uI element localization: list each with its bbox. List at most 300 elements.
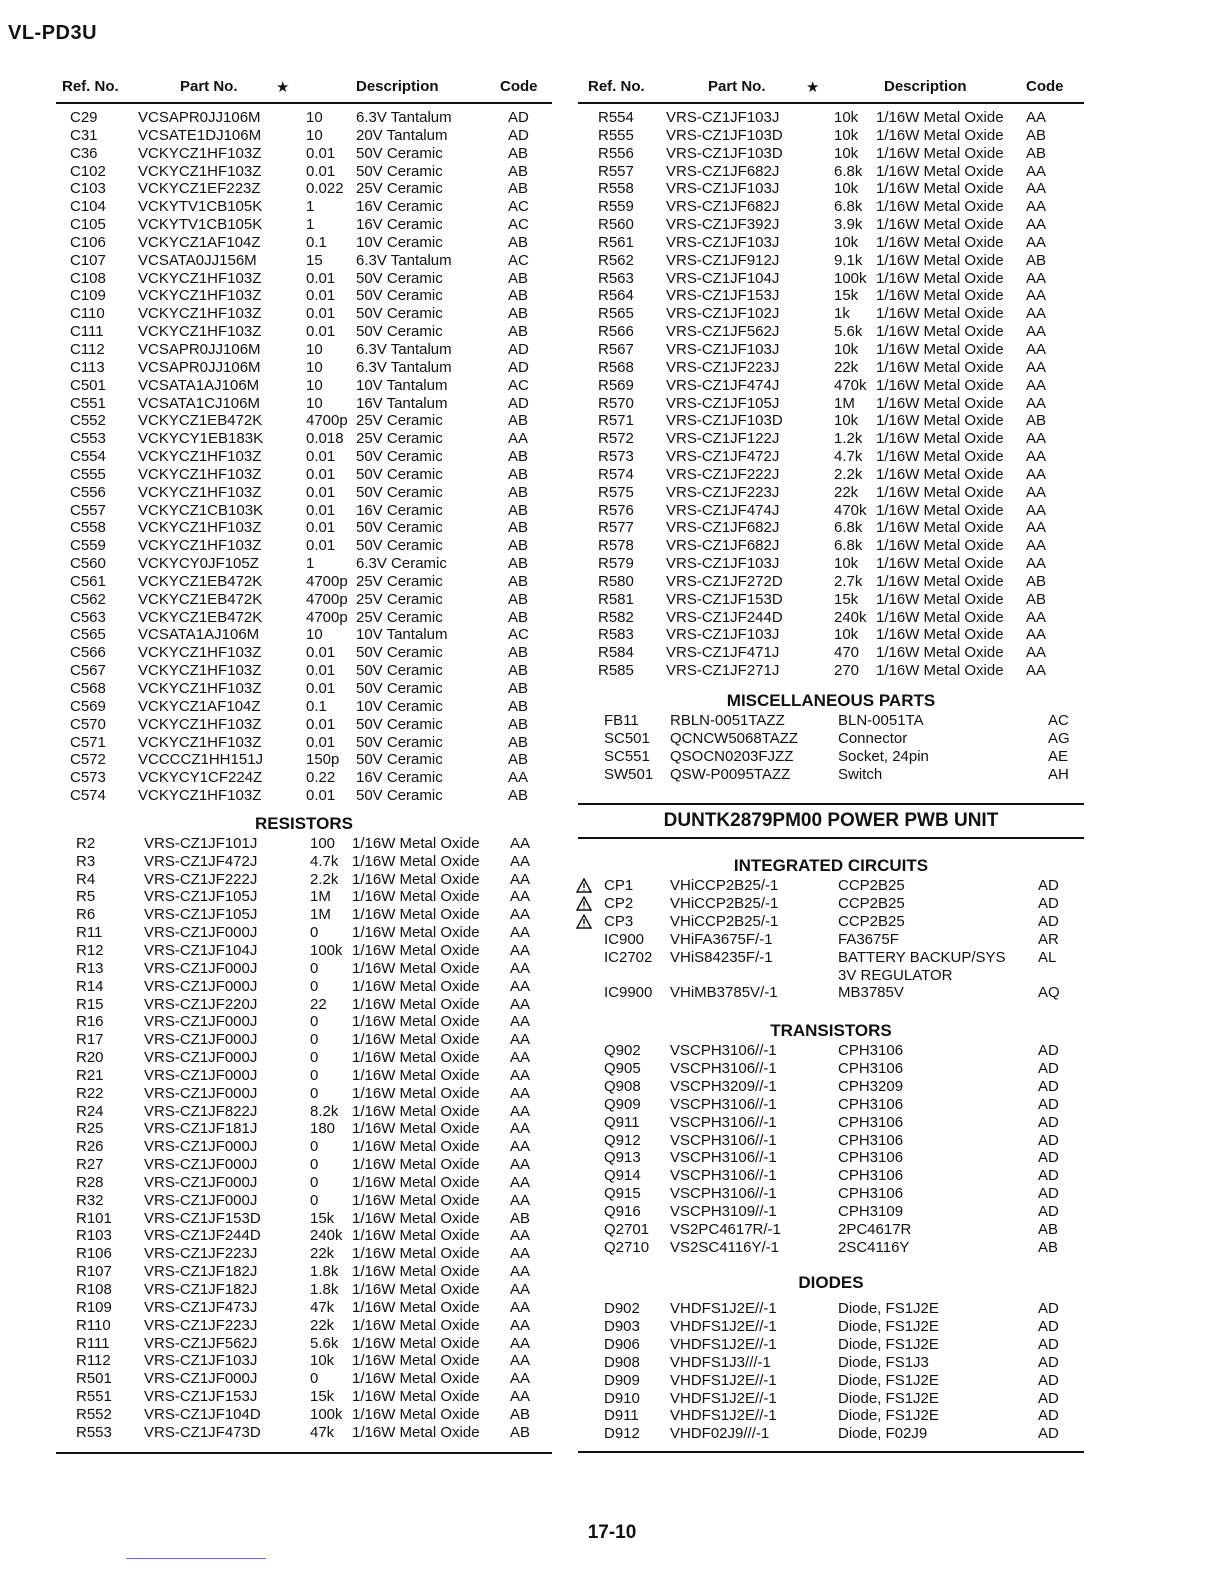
cell-code: AA [510,1316,531,1334]
header-star: ★ [806,79,820,96]
cell-desc: 1/16W Metal Oxide [352,1334,480,1352]
cell-ref: R14 [76,977,104,995]
cell-part: VRS-CZ1JF153J [144,1388,258,1406]
cell-code: AD [1038,1353,1059,1371]
table-row [56,484,552,502]
cell-code: AA [510,834,531,852]
cell-code: AG [1048,729,1070,747]
cell-ref: SC551 [604,747,650,765]
cell-part: VHiCCP2B25/-1 [670,895,779,913]
cell-desc: MB3785V [838,984,904,1002]
cell-code: AA [1026,376,1047,394]
cell-val: 2.2k [310,870,339,888]
cell-part: VRS-CZ1JF000J [144,959,258,977]
cell-val: 15 [306,251,323,269]
cell-val: 0 [310,1370,319,1388]
cell-desc: 16V Ceramic [356,769,443,787]
cell-val: 1 [306,198,315,216]
table-row [578,913,1084,931]
table-row [578,1407,1084,1425]
cell-ref: C36 [70,144,98,162]
cell-part: VHDFS1J2E//-1 [670,1300,777,1318]
cell-part: VRS-CZ1JF000J [144,1191,258,1209]
cell-desc: 25V Ceramic [356,590,443,608]
cell-part: VHDFS1J2E//-1 [670,1371,777,1389]
table-row [578,712,1084,730]
table-row [578,1042,1084,1060]
cell-val: 0 [310,959,319,977]
cell-ref: Q915 [604,1185,641,1203]
cell-desc: BLN-0051TA [838,712,924,729]
table-row [578,662,1084,680]
cell-val: 1 [306,216,315,234]
cell-part: VRS-CZ1JF222J [144,870,258,888]
cell-ref: R577 [598,519,634,537]
cell-code: AA [1026,358,1047,376]
cell-ref: R582 [598,608,634,626]
cell-code: AB [508,233,529,251]
cell-part: VRS-CZ1JF271J [666,662,780,680]
cell-desc: CCP2B25 [838,895,905,913]
cell-desc: 1/16W Metal Oxide [352,1173,480,1191]
cell-val: 0 [310,1049,319,1067]
cell-code: AA [1026,662,1047,680]
table-row [56,287,552,305]
cell-code: AA [508,769,529,787]
cell-part: QCNCW5068TAZZ [670,729,799,747]
cell-ref: R22 [76,1084,104,1102]
cell-code: AA [510,1298,531,1316]
cell-ref: C563 [70,608,106,626]
cell-code: AB [508,465,529,483]
cell-ref: Q912 [604,1131,641,1149]
cell-desc: CPH3106 [838,1060,904,1078]
table-row [56,1388,552,1406]
cell-val: 47k [310,1423,335,1441]
cell-ref: SC501 [604,729,650,747]
cell-code: AE [1048,747,1069,765]
cell-part: VRS-CZ1JF472J [666,448,780,466]
cell-desc: Diode, F02J9 [838,1425,928,1443]
cell-part: VRS-CZ1JF682J [666,198,780,216]
cell-part: VSCPH3106//-1 [670,1167,777,1185]
table-row [56,145,552,163]
cell-val: 0.01 [306,519,336,537]
table-row [578,730,1084,748]
cell-code: AA [510,1173,531,1191]
cell-desc: 50V Ceramic [356,662,443,680]
cell-val: 0.01 [306,287,336,305]
cell-ref: Q911 [604,1113,640,1131]
cell-ref: R570 [598,394,634,412]
cell-ref: R110 [76,1316,111,1334]
table-row [56,888,552,906]
misc-title: MISCELLANEOUS PARTS [726,691,936,710]
table-row [56,769,552,787]
table-row [578,323,1084,341]
cell-part: VRS-CZ1JF103J [144,1352,258,1370]
cell-ref: R559 [598,198,634,216]
cell-desc: 50V Ceramic [356,465,443,483]
cell-val: 6.8k [834,162,863,180]
cell-ref: C552 [70,412,106,430]
cell-desc: 1/16W Metal Oxide [876,180,1004,198]
cell-ref: R109 [76,1298,112,1316]
table-row [578,626,1084,644]
cell-code: AA [510,906,531,924]
table-row [578,1114,1084,1132]
table-row [578,466,1084,484]
divider [578,1451,1084,1453]
cell-code: AB [1026,144,1047,162]
table-row [578,359,1084,377]
cell-ref: R101 [76,1209,112,1227]
cell-desc: 2SC4116Y [838,1238,910,1256]
cell-code: AA [510,1352,531,1370]
cell-part: VCSATA0JJ156M [138,251,257,269]
cell-part: VHiMB3785V/-1 [670,984,778,1002]
cell-code: AB [508,323,529,341]
cell-part: VRS-CZ1JF682J [666,537,780,555]
cell-desc: 1/16W Metal Oxide [876,519,1004,537]
cell-part: VRS-CZ1JF103J [666,626,780,644]
cell-part: VRS-CZ1JF471J [666,644,780,662]
cell-desc: Diode, FS1J2E [838,1336,939,1354]
cell-part: VHDF02J9///-1 [670,1425,770,1443]
cell-part: VRS-CZ1JF272D [666,572,783,590]
cell-code: AA [510,1013,531,1031]
cell-part: VCKYCZ1EB472K [138,412,263,430]
cell-code: AD [1038,1185,1059,1203]
capacitor-list [56,104,552,805]
cell-code: AB [508,715,529,733]
cell-ref: C31 [70,126,98,144]
cell-part: VRS-CZ1JF103D [666,144,783,162]
cell-part: VCKYCY1CF224Z [138,769,263,787]
cell-ref: C570 [70,715,106,733]
cell-val: 22k [310,1316,335,1334]
cell-part: VRS-CZ1JF473J [144,1298,258,1316]
cell-ref: C103 [70,180,106,198]
cell-val: 0.01 [306,162,336,180]
cell-val: 1.2k [834,430,863,448]
table-row [578,1239,1084,1257]
table-row [578,573,1084,591]
cell-ref: R12 [76,941,104,959]
cell-ref: C573 [70,769,106,787]
cell-desc: 25V Ceramic [356,430,443,448]
cell-ref: C568 [70,680,106,697]
cell-val: 150p [306,751,340,769]
table-row [578,395,1084,413]
table-row [578,1390,1084,1408]
cell-ref: C109 [70,287,106,305]
cell-val: 4700p [306,412,348,430]
cell-code: AD [508,358,529,376]
table-row [56,1067,552,1085]
cell-desc: 1/16W Metal Oxide [352,1031,480,1049]
table-row [578,341,1084,359]
cell-ref: R106 [76,1245,112,1263]
cell-desc: 50V Ceramic [356,537,443,555]
cell-ref: R4 [76,870,96,888]
cell-code: AD [508,394,529,412]
cell-code: AB [508,787,529,805]
cell-ref: C557 [70,501,106,519]
cell-ref: Q902 [604,1042,641,1060]
cell-ref: C560 [70,555,106,573]
cell-part: VCSAPR0JJ106M [138,340,261,358]
cell-ref: Q2701 [604,1220,650,1238]
model-title: VL-PD3U [8,22,98,44]
cell-part: VRS-CZ1JF181J [144,1120,258,1138]
cell-desc: 50V Ceramic [356,269,443,287]
cell-code: AB [508,608,529,626]
cell-desc: 50V Ceramic [356,162,443,180]
cell-val: 10k [834,340,859,358]
cell-part: VRS-CZ1JF104J [666,269,780,287]
cell-val: 4700p [306,572,348,590]
table-row [56,1335,552,1353]
cell-val: 0.01 [306,448,336,466]
table-row [56,787,552,805]
cell-part: VRS-CZ1JF000J [144,1138,258,1156]
table-row [578,109,1084,127]
cell-part: VCKYCZ1HF103Z [138,733,262,751]
cell-code: AC [508,216,529,234]
cell-val: 0.01 [306,644,336,662]
cell-ref: R107 [76,1263,112,1281]
cell-ref: R556 [598,144,634,162]
table-row [56,996,552,1014]
table-row [56,1245,552,1263]
table-row [578,180,1084,198]
table-header-left [56,72,552,104]
cell-part: VCKYCZ1HF103Z [138,162,262,180]
cell-val: 1.8k [310,1281,339,1298]
cell-code: AB [510,1423,531,1441]
cell-part: VRS-CZ1JF000J [144,924,258,942]
cell-val: 1k [834,305,850,323]
cell-part: VSCPH3106//-1 [670,1131,777,1149]
cell-desc: 1/16W Metal Oxide [876,626,1004,644]
cell-desc: 1/16W Metal Oxide [352,1263,480,1281]
cell-desc: 50V Ceramic [356,751,443,769]
cell-code: AD [1038,877,1059,895]
cell-desc: 1/16W Metal Oxide [352,888,480,906]
safety-warning-icon [576,878,592,893]
cell-code: AD [1038,1149,1059,1167]
cell-part: VCSATE1DJ106M [138,126,262,144]
cell-ref: C106 [70,233,106,251]
cell-ref: R551 [76,1388,112,1406]
cell-part: VRS-CZ1JF000J [144,1173,258,1191]
cell-part: VRS-CZ1JF562J [144,1334,258,1352]
cell-code: AA [1026,537,1047,555]
table-row [56,163,552,181]
cell-desc: 1/16W Metal Oxide [352,977,480,995]
table-row [578,766,1084,784]
cell-desc: 1/16W Metal Oxide [876,109,1004,126]
table-row [578,198,1084,216]
cell-desc: 6.3V Tantalum [356,358,452,376]
table-row [578,1336,1084,1354]
cell-code: AC [1048,712,1069,729]
cell-code: AA [510,1066,531,1084]
cell-val: 10k [834,126,859,144]
cell-ref: R569 [598,376,634,394]
cell-code: AQ [1038,984,1060,1002]
cell-ref: C574 [70,787,106,805]
cell-part: VRS-CZ1JF244D [666,608,783,626]
cell-code: AC [508,376,529,394]
cell-part: VRS-CZ1JF000J [144,977,258,995]
cell-part: VRS-CZ1JF103J [666,180,780,198]
cell-desc: 1/16W Metal Oxide [352,941,480,959]
ic-title: INTEGRATED CIRCUITS [733,856,929,876]
cell-code: AA [510,941,531,959]
cell-ref: IC2702 [604,948,653,966]
cell-desc: 1/16W Metal Oxide [876,233,1004,251]
cell-part: VSCPH3209//-1 [670,1077,777,1095]
cell-desc: Diode, FS1J2E [838,1318,939,1336]
cell-val: 0.018 [306,430,344,448]
table-row [578,412,1084,430]
cell-code: AA [510,1120,531,1138]
table-row [578,377,1084,395]
cell-desc: 6.3V Ceramic [356,555,447,573]
cell-desc: 1/16W Metal Oxide [876,358,1004,376]
cell-code: AA [510,959,531,977]
cell-code: AB [508,697,529,715]
cell-desc: 1/16W Metal Oxide [352,1209,480,1227]
cell-val: 22k [834,358,859,376]
cell-code: AA [510,1138,531,1156]
cell-val: 10 [306,394,323,412]
cell-ref: C107 [70,251,106,269]
cell-val: 4.7k [310,852,339,870]
cell-desc: 1/16W Metal Oxide [352,852,480,870]
cell-val: 10 [306,340,323,358]
cell-val: 0.022 [306,180,344,198]
table-row [56,644,552,662]
header-code: Code [1026,78,1064,95]
cell-code: AD [508,109,529,126]
table-row [56,270,552,288]
cell-code: AR [1038,930,1059,948]
table-row [578,967,1084,985]
header-ref: Ref. No. [588,78,645,95]
cell-val: 0 [310,1084,319,1102]
cell-desc: BATTERY BACKUP/SYS [838,948,1006,966]
cell-code: AA [1026,305,1047,323]
cell-desc: 3V REGULATOR [838,966,953,984]
cell-ref: R3 [76,852,96,870]
cell-ref: R26 [76,1138,104,1156]
cell-ref: R566 [598,323,634,341]
table-row [56,1174,552,1192]
cell-desc: 1/16W Metal Oxide [352,1370,480,1388]
cell-code: AA [510,1227,531,1245]
cell-part: VCKYCZ1AF104Z [138,697,261,715]
cell-code: AB [508,269,529,287]
cell-part: VCKYCZ1HF103Z [138,483,262,501]
cell-desc: CPH3106 [838,1167,904,1185]
cell-ref: C567 [70,662,106,680]
cell-part: VCKYTV1CB105K [138,216,263,234]
cell-desc: 50V Ceramic [356,733,443,751]
table-row [56,1281,552,1299]
cell-ref: C555 [70,465,106,483]
cell-ref: D903 [604,1318,640,1336]
cell-desc: 50V Ceramic [356,715,443,733]
table-row [56,466,552,484]
cell-part: VCKYCZ1HF103Z [138,144,262,162]
cell-code: AA [1026,608,1047,626]
cell-ref: R27 [76,1156,104,1174]
cell-ref: CP3 [604,913,634,931]
cell-desc: 1/16W Metal Oxide [876,662,1004,680]
table-row [578,448,1084,466]
table-row [578,984,1084,1002]
table-row [56,1317,552,1335]
cell-val: 0 [310,1138,319,1156]
cell-desc: 1/16W Metal Oxide [352,1227,480,1245]
table-row [56,906,552,924]
table-row [578,1132,1084,1150]
cell-desc: 16V Ceramic [356,198,443,216]
table-row [578,1221,1084,1239]
cell-part: VCKYCZ1HF103Z [138,537,262,555]
cell-val: 9.1k [834,251,863,269]
cell-val: 1M [310,906,331,924]
cell-desc: CPH3106 [838,1131,904,1149]
cell-code: AA [510,1191,531,1209]
cell-part: VCKYCZ1HF103Z [138,519,262,537]
cell-val: 10 [306,626,323,644]
table-row [56,1352,552,1370]
cell-desc: 6.3V Tantalum [356,251,452,269]
table-row [56,1138,552,1156]
cell-part: VRS-CZ1JF000J [144,1049,258,1067]
cell-ref: R2 [76,834,96,852]
cell-desc: 1/16W Metal Oxide [352,1316,480,1334]
cell-ref: R501 [76,1370,112,1388]
cell-desc: 1/16W Metal Oxide [352,1120,480,1138]
table-row [578,1149,1084,1167]
cell-code: AD [1038,1318,1059,1336]
cell-ref: R558 [598,180,634,198]
cell-desc: 16V Ceramic [356,216,443,234]
table-row [56,591,552,609]
cell-part: VRS-CZ1JF101J [144,834,258,852]
cell-ref: R580 [598,572,634,590]
cell-code: AB [508,144,529,162]
cell-desc: CPH3106 [838,1185,904,1203]
cell-val: 15k [310,1388,335,1406]
cell-desc: 50V Ceramic [356,323,443,341]
table-row [56,430,552,448]
cell-code: AB [508,733,529,751]
cell-code: AA [510,870,531,888]
cell-code: AA [510,1370,531,1388]
cell-desc: 1/16W Metal Oxide [876,323,1004,341]
cell-code: AA [510,1031,531,1049]
cell-code: AB [508,537,529,555]
header-star: ★ [276,79,290,96]
cell-code: AA [1026,448,1047,466]
table-row [56,127,552,145]
